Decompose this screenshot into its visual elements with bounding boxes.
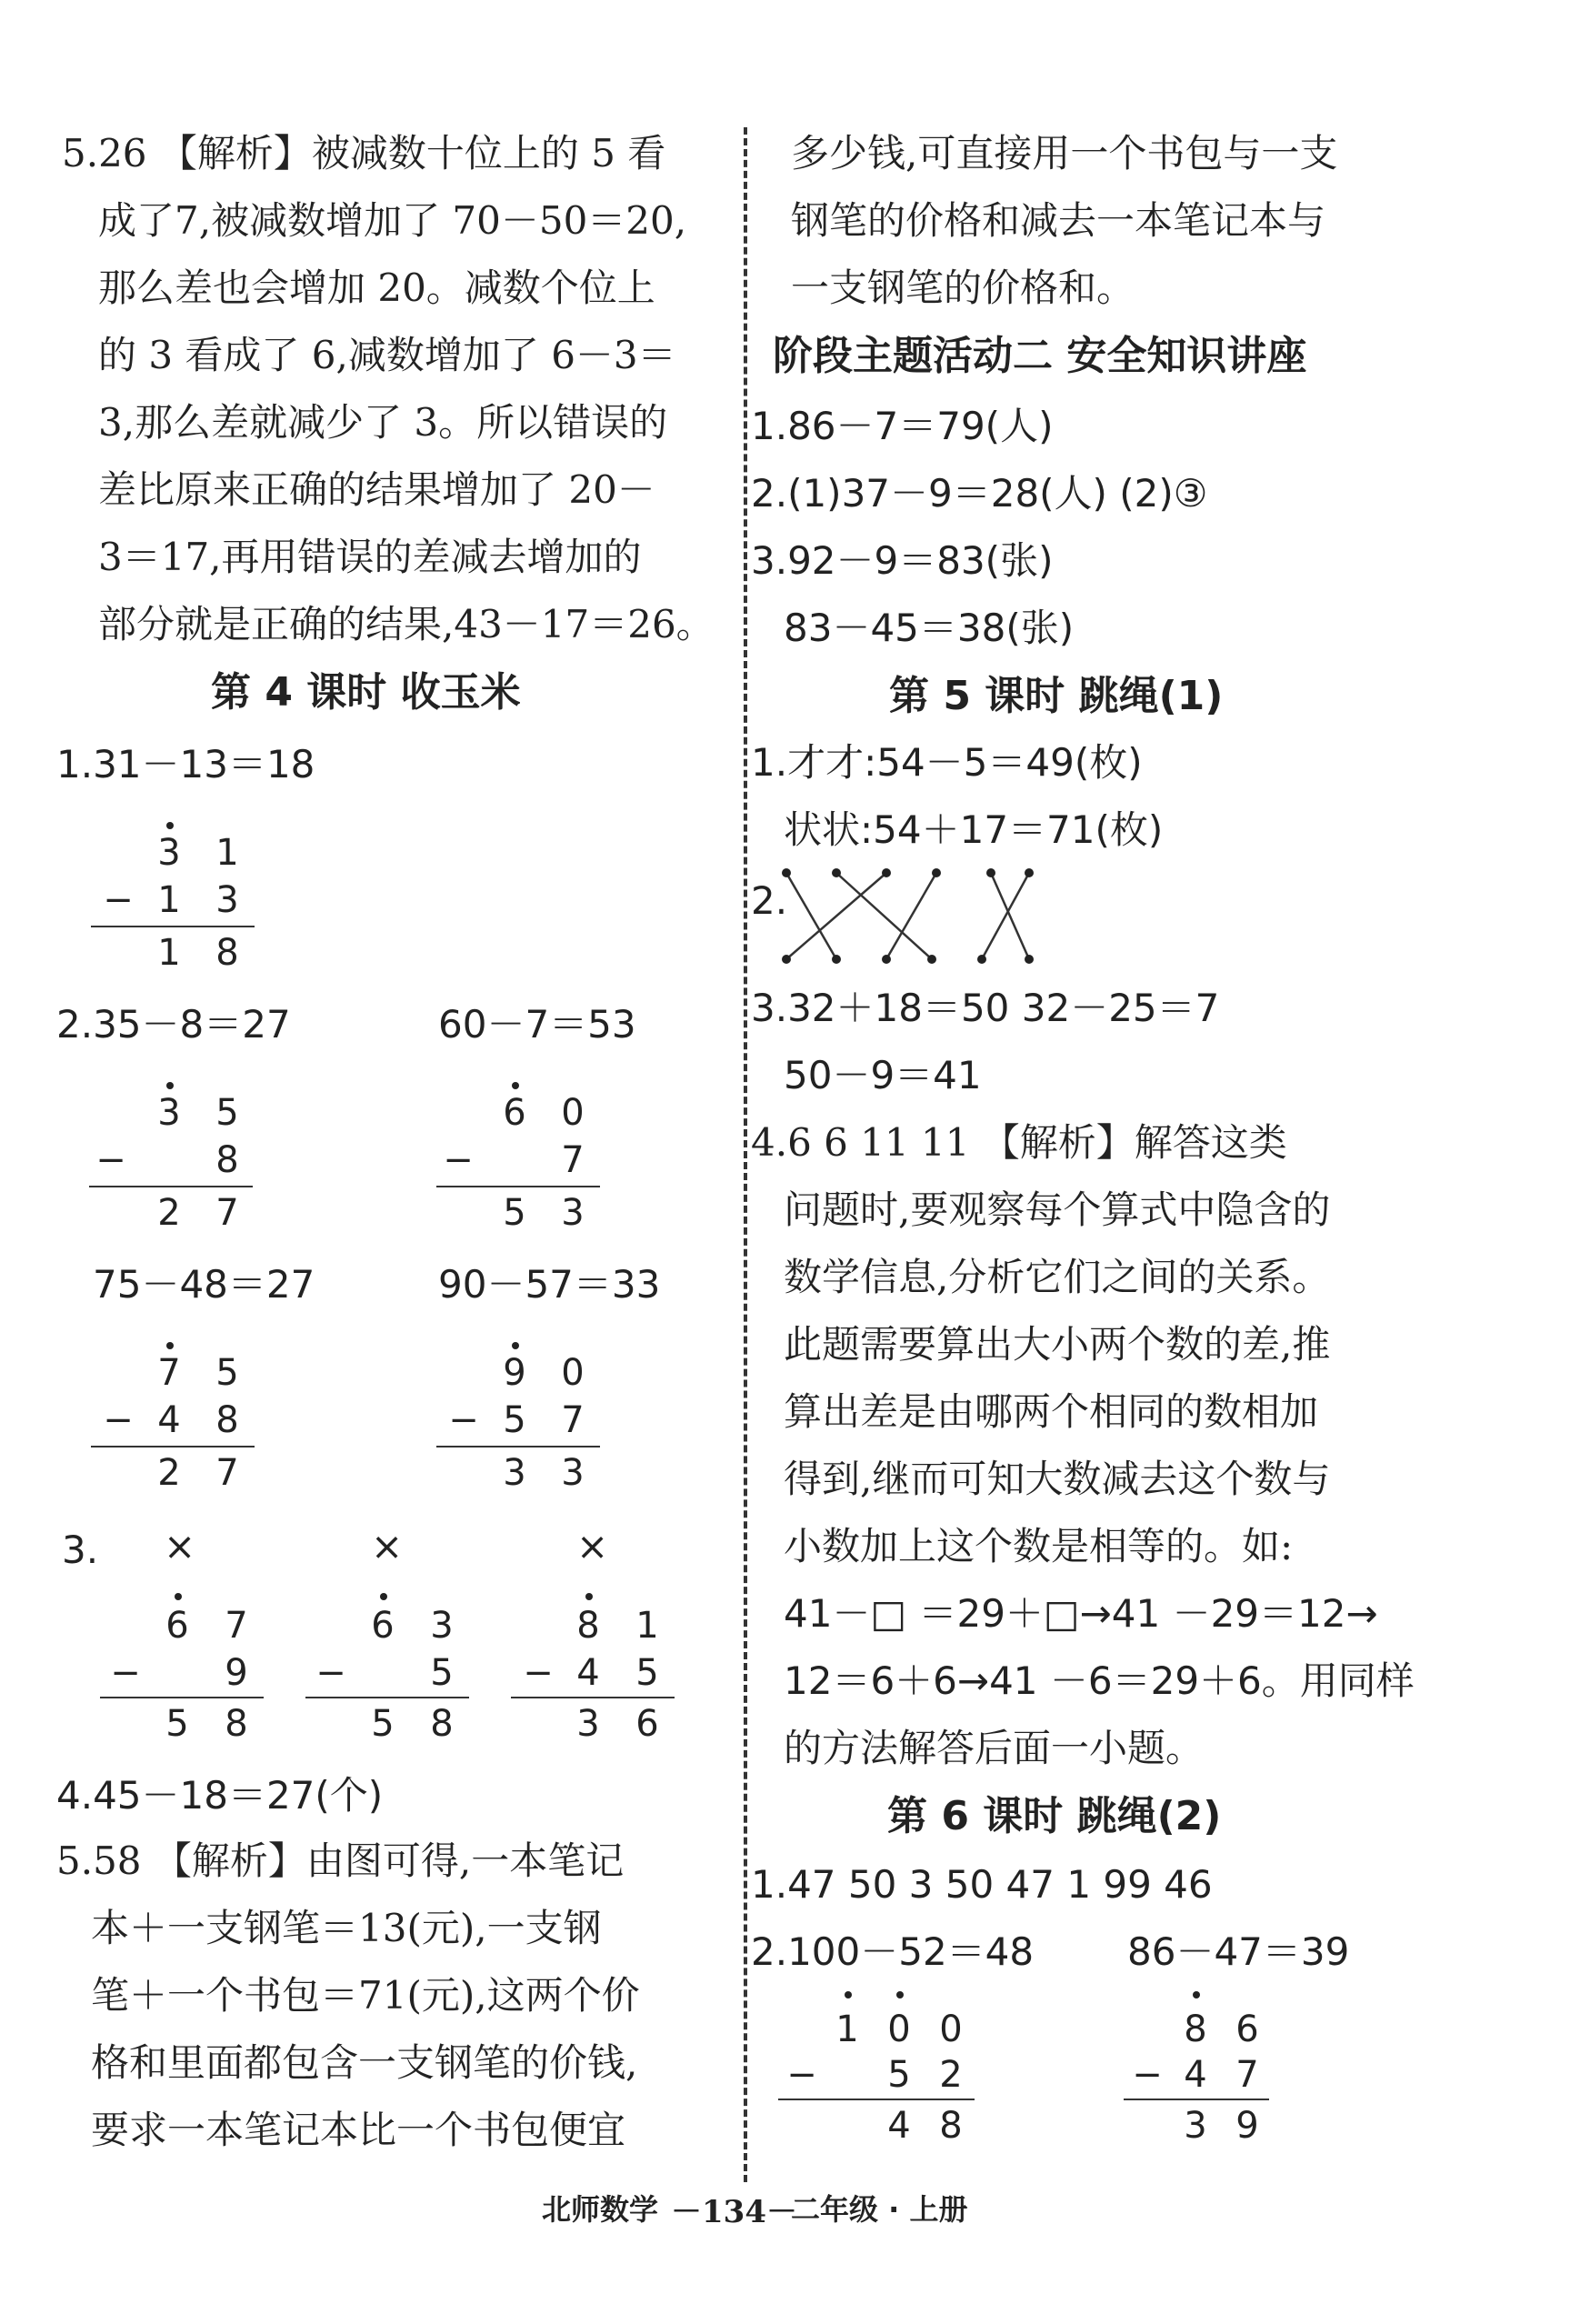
page-number: －134－ <box>671 2194 797 2230</box>
l5-q4-line: 算出差是由哪两个相同的数相加 <box>784 1389 1319 1434</box>
l4-q4: 4.45－18＝27(个) <box>56 1773 384 1818</box>
wrong-mark: × <box>164 1524 196 1568</box>
l6-q2b: 86－47＝39 <box>1127 1929 1350 1974</box>
left-q5-line: 的 3 看成了 6,减数增加了 6－3＝ <box>98 333 676 377</box>
lesson-4-title: 第 4 课时 收玉米 <box>211 669 521 716</box>
act-q3b: 83－45＝38(张) <box>784 606 1075 650</box>
l4-q3-label: 3. <box>62 1528 99 1572</box>
l5-q4-line: 的方法解答后面一小题。 <box>784 1726 1205 1770</box>
left-q5-line: 那么差也会增加 20。减数个位上 <box>98 265 655 310</box>
l4-q5-line: 要求一本笔记本比一个书包便宜 <box>91 2108 626 2152</box>
l4-q5-line: 本＋一支钢笔＝13(元),一支钢 <box>91 1906 602 1950</box>
column-divider <box>744 127 747 2182</box>
l4-q2a: 2.35－8＝27 <box>56 1002 291 1047</box>
footer-grade: 二年级 · 上册 <box>791 2192 968 2227</box>
l5-q4-line: 数学信息,分析它们之间的关系。 <box>784 1255 1331 1299</box>
right-cont-line: 钢笔的价格和减去一本笔记本与 <box>791 198 1326 243</box>
l5-q3a: 3.32＋18＝50 32－25＝7 <box>751 986 1220 1030</box>
lesson-5-title: 第 5 课时 跳绳(1) <box>889 673 1224 719</box>
left-q5-line: 5.26 【解析】被减数十位上的 5 看 <box>62 131 666 175</box>
act-q2: 2.(1)37－9＝28(人) (2)③ <box>751 471 1208 516</box>
l5-q4-line: 得到,继而可知大数减去这个数与 <box>784 1457 1331 1501</box>
wrong-mark: × <box>576 1524 609 1568</box>
lesson-6-title: 第 6 课时 跳绳(2) <box>887 1793 1222 1839</box>
l5-q1a: 1.才才:54－5＝49(枚) <box>751 740 1143 785</box>
left-q5-line: 差比原来正确的结果增加了 20－ <box>98 467 655 512</box>
act-q1: 1.86－7＝79(人) <box>751 404 1054 448</box>
l5-q4-line: 此题需要算出大小两个数的差,推 <box>784 1322 1331 1367</box>
matching-lines <box>773 859 1055 968</box>
left-q5-line: 3＝17,再用错误的差减去增加的 <box>98 535 642 579</box>
l6-q2a: 2.100－52＝48 <box>751 1929 1035 1974</box>
l4-q5-line: 格和里面都包含一支钢笔的价钱, <box>91 2040 638 2085</box>
left-q5-line: 部分就是正确的结果,43－17＝26。 <box>98 602 715 646</box>
l5-q4-line: 12＝6＋6→41 －6＝29＋6。用同样 <box>784 1658 1415 1703</box>
l4-q1: 1.31－13＝18 <box>56 742 315 786</box>
l5-q4-line: 小数加上这个数是相等的。如: <box>784 1524 1294 1568</box>
l6-q1: 1.47 50 3 50 47 1 99 46 <box>751 1862 1213 1907</box>
right-cont-line: 多少钱,可直接用一个书包与一支 <box>791 131 1338 175</box>
right-cont-line: 一支钢笔的价格和。 <box>791 265 1135 310</box>
l4-q2d: 90－57＝33 <box>438 1262 661 1307</box>
l4-q5-line: 笔＋一个书包＝71(元),这两个价 <box>91 1973 640 2018</box>
l5-q3b: 50－9＝41 <box>784 1053 982 1097</box>
l4-q5-line: 5.58 【解析】由图可得,一本笔记 <box>56 1838 625 1883</box>
l5-q2-label: 2. <box>751 878 788 923</box>
act-q3a: 3.92－9＝83(张) <box>751 538 1054 583</box>
l5-q1b: 状状:54＋17＝71(枚) <box>784 807 1164 852</box>
l5-q4-line: 41－□ ＝29＋□→41 －29＝12→ <box>784 1591 1378 1636</box>
left-q5-line: 3,那么差就减少了 3。所以错误的 <box>98 400 668 445</box>
l4-q2c: 75－48＝27 <box>93 1262 315 1307</box>
l5-q4-line: 问题时,要观察每个算式中隐含的 <box>784 1187 1331 1232</box>
footer-subject: 北师数学 <box>542 2192 659 2227</box>
activity-2-title: 阶段主题活动二 安全知识讲座 <box>773 333 1307 379</box>
l4-q2b: 60－7＝53 <box>438 1002 636 1047</box>
wrong-mark: × <box>371 1524 404 1568</box>
l5-q4-line: 4.6 6 11 11 【解析】解答这类 <box>751 1120 1287 1165</box>
left-q5-line: 成了7,被减数增加了 70－50＝20, <box>98 198 687 243</box>
